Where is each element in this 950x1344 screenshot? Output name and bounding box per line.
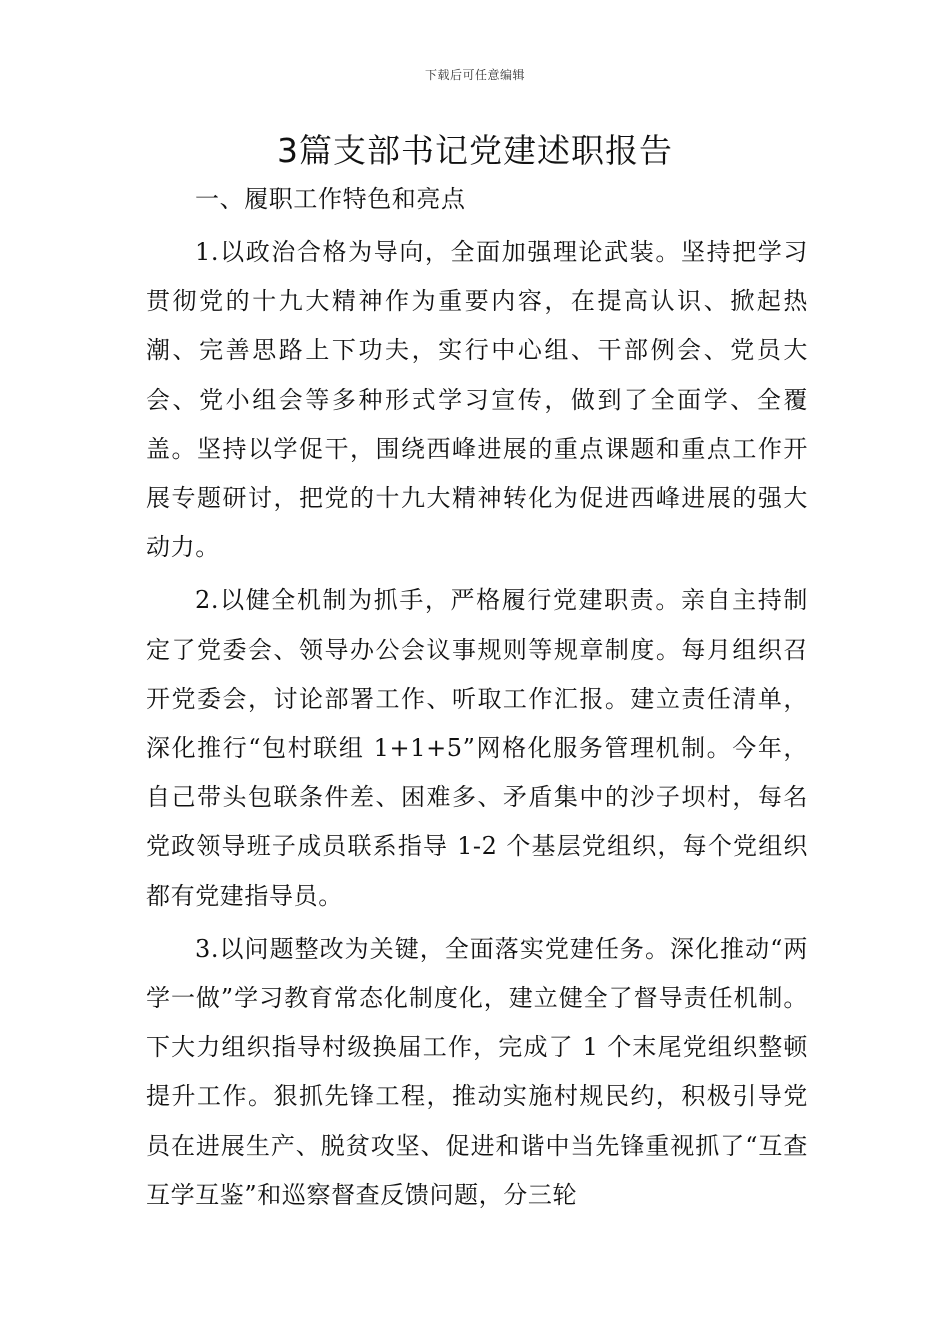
document-title: 3篇支部书记党建述职报告 — [277, 131, 673, 170]
section-heading: 一、履职工作特色和亮点 — [195, 185, 466, 213]
paragraph-3: 3.以问题整改为关键，全面落实党建任务。深化推动“两学一做”学习教育常态化制度化，建立健全了督导责任机制。下大力组织指导村级换届工作，完成了 1 个末尾党组织整顿提升工作。狠抓先锋工程，推动实施村规民约，积极引导党员在进展生产、脱贫攻坚、促进和谐中当先锋重视抓了“互查互学互鉴”和巡察督查反馈问题，分三轮 — [146, 934, 808, 1209]
document-body — [146, 180, 808, 1220]
paragraph-1: 1.以政治合格为导向，全面加强理论武装。坚持把学习贯彻党的十九大精神作为重要内容，在提高认识、掀起热潮、完善思路上下功夫，实行中心组、干部例会、党员大会、党小组会等多种形式学习宣传，做到了全面学、全覆盖。坚持以学促干，围绕西峰进展的重点课题和重点工作开展专题研讨，把党的十九大精神转化为促进西峰进展的强大动力。 — [146, 238, 808, 562]
paragraph-2: 2.以健全机制为抓手，严格履行党建职责。亲自主持制定了党委会、领导办公会议事规则等规章制度。每月组织召开党委会，讨论部署工作、听取工作汇报。建立责任清单，深化推行“包村联组 1+1+5”网格化服务管理机制。今年，自己带头包联条件差、困难多、矛盾集中的沙子坝村，每名党政领导班子成员联系指导 1-2 个基层党组织，每个党组织都有党建指导员。 — [146, 586, 808, 910]
header-note: 下载后可任意编辑 — [424, 68, 525, 82]
